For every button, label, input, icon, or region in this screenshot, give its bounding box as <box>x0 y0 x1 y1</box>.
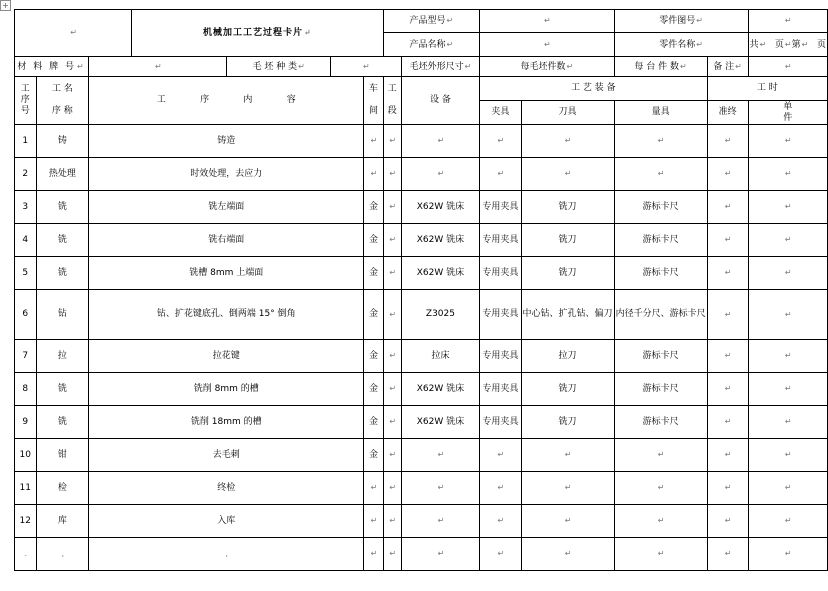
step-fixture: ↵ <box>480 505 521 538</box>
step-no: 3 <box>15 191 37 224</box>
step-no: 10 <box>15 439 37 472</box>
step-content: 铣削 8mm 的槽 <box>89 373 364 406</box>
step-unit-time: ↵ <box>748 439 827 472</box>
step-unit-time: ↵ <box>748 125 827 158</box>
step-section: ↵ <box>383 373 401 406</box>
step-fixture: 专用夹具 <box>480 257 521 290</box>
step-name: 钳 <box>36 439 89 472</box>
table-row <box>15 439 828 472</box>
step-content: 时效处理，去应力 <box>89 158 364 191</box>
step-gauge: 游标卡尺 <box>614 191 707 224</box>
step-name: 拉 <box>36 340 89 373</box>
step-gauge: ↵ <box>614 439 707 472</box>
col-equipment: 设 备 <box>401 77 479 125</box>
step-no: 8 <box>15 373 37 406</box>
per-unit-label: 每 台 件 数↵ <box>614 57 707 77</box>
part-drawing-value[interactable]: ↵ <box>748 10 827 33</box>
per-blank-label: 每毛坯件数↵ <box>480 57 614 77</box>
step-equipment: ↵ <box>401 505 479 538</box>
step-unit-time: ↵ <box>748 505 827 538</box>
col-step-name: 工 名 序 称 <box>36 77 89 125</box>
step-fixture: 专用夹具 <box>480 406 521 439</box>
step-workshop: 金 <box>364 191 383 224</box>
step-unit-time: ↵ <box>748 257 827 290</box>
step-gauge: 游标卡尺 <box>614 340 707 373</box>
step-fixture: 专用夹具 <box>480 340 521 373</box>
step-gauge: 游标卡尺 <box>614 257 707 290</box>
step-section: ↵ <box>383 439 401 472</box>
logo-cell: ↵ <box>15 10 132 57</box>
step-cutter: ↵ <box>521 538 614 571</box>
step-fixture: ↵ <box>480 158 521 191</box>
material-value[interactable]: ↵ <box>89 57 227 77</box>
table-row <box>15 257 828 290</box>
col-content: 工 序 内 容 <box>89 77 364 125</box>
product-name-label: 产品名称↵ <box>383 33 479 57</box>
step-name: 铣 <box>36 191 89 224</box>
step-prep-time: ↵ <box>707 439 748 472</box>
step-cutter: 中心钻、扩孔钻、偏刀 <box>521 290 614 340</box>
step-content: 铣左端面 <box>89 191 364 224</box>
step-unit-time: ↵ <box>748 290 827 340</box>
step-name: 铣 <box>36 373 89 406</box>
step-fixture: 专用夹具 <box>480 224 521 257</box>
step-equipment: X62W 铣床 <box>401 224 479 257</box>
step-unit-time: ↵ <box>748 373 827 406</box>
step-workshop: 金 <box>364 290 383 340</box>
step-equipment: X62W 铣床 <box>401 406 479 439</box>
step-cutter: 铣刀 <box>521 373 614 406</box>
remarks-label: 备 注↵ <box>707 57 748 77</box>
step-cutter: ↵ <box>521 439 614 472</box>
step-workshop: ↵ <box>364 158 383 191</box>
step-workshop: ↵ <box>364 538 383 571</box>
step-section: ↵ <box>383 257 401 290</box>
table-row <box>15 224 828 257</box>
step-section: ↵ <box>383 290 401 340</box>
step-content: 入库 <box>89 505 364 538</box>
step-cutter: 拉刀 <box>521 340 614 373</box>
part-drawing-label: 零件图号↵ <box>614 10 748 33</box>
step-prep-time: ↵ <box>707 257 748 290</box>
step-gauge: ↵ <box>614 158 707 191</box>
process-card-table <box>14 9 828 571</box>
step-workshop: 金 <box>364 439 383 472</box>
blank-type-value[interactable]: ↵ <box>330 57 401 77</box>
blank-type-label: 毛 坯 种 类↵ <box>227 57 330 77</box>
step-fixture: 专用夹具 <box>480 290 521 340</box>
step-gauge: 游标卡尺 <box>614 224 707 257</box>
step-equipment: 拉床 <box>401 340 479 373</box>
step-prep-time: ↵ <box>707 290 748 340</box>
step-gauge: ↵ <box>614 505 707 538</box>
step-workshop: ↵ <box>364 505 383 538</box>
step-fixture: ↵ <box>480 125 521 158</box>
step-workshop: 金 <box>364 340 383 373</box>
col-workshop: 车 间 <box>364 77 383 125</box>
product-name-value[interactable]: ↵ <box>480 33 614 57</box>
step-unit-time: ↵ <box>748 406 827 439</box>
step-prep-time: ↵ <box>707 373 748 406</box>
table-move-handle-icon[interactable]: + <box>0 0 11 11</box>
step-no: 9 <box>15 406 37 439</box>
step-no: 4 <box>15 224 37 257</box>
step-section: ↵ <box>383 191 401 224</box>
step-equipment: ↵ <box>401 125 479 158</box>
table-row <box>15 472 828 505</box>
step-gauge: 游标卡尺 <box>614 406 707 439</box>
step-prep-time: ↵ <box>707 472 748 505</box>
step-prep-time: ↵ <box>707 191 748 224</box>
step-content: 拉花键 <box>89 340 364 373</box>
col-prep-time: 准终 <box>707 101 748 125</box>
col-hours: 工 时 <box>707 77 827 101</box>
step-equipment: X62W 铣床 <box>401 191 479 224</box>
step-name: 铣 <box>36 224 89 257</box>
remarks-value[interactable]: ↵ <box>748 57 827 77</box>
step-equipment: ↵ <box>401 439 479 472</box>
step-section: ↵ <box>383 340 401 373</box>
step-cutter: 铣刀 <box>521 406 614 439</box>
col-tooling: 工 艺 装 备 <box>480 77 707 101</box>
step-cutter: 铣刀 <box>521 191 614 224</box>
step-fixture: 专用夹具 <box>480 191 521 224</box>
step-name: 铣 <box>36 257 89 290</box>
step-gauge: ↵ <box>614 538 707 571</box>
table-row <box>15 340 828 373</box>
step-content: 去毛刺 <box>89 439 364 472</box>
step-section: ↵ <box>383 125 401 158</box>
step-unit-time: ↵ <box>748 224 827 257</box>
step-name: 检 <box>36 472 89 505</box>
col-fixture: 夹具 <box>480 101 521 125</box>
step-prep-time: ↵ <box>707 224 748 257</box>
col-unit-time: 单 件 <box>748 101 827 125</box>
col-section: 工 段 <box>383 77 401 125</box>
step-prep-time: ↵ <box>707 158 748 191</box>
step-content: 铣右端面 <box>89 224 364 257</box>
table-row <box>15 290 828 340</box>
step-section: ↵ <box>383 472 401 505</box>
step-name: , <box>36 538 89 571</box>
step-name: 热处理 <box>36 158 89 191</box>
step-cutter: ↵ <box>521 158 614 191</box>
step-section: ↵ <box>383 158 401 191</box>
step-cutter: ↵ <box>521 125 614 158</box>
step-name: 库 <box>36 505 89 538</box>
step-workshop: ↵ <box>364 472 383 505</box>
step-unit-time: ↵ <box>748 538 827 571</box>
material-label: 材 料 牌 号↵ <box>15 57 89 77</box>
step-no: 7 <box>15 340 37 373</box>
step-prep-time: ↵ <box>707 340 748 373</box>
step-no: 12 <box>15 505 37 538</box>
step-equipment: X62W 铣床 <box>401 257 479 290</box>
step-cutter: ↵ <box>521 505 614 538</box>
step-unit-time: ↵ <box>748 158 827 191</box>
col-step-no: 工 序 号 <box>15 77 37 125</box>
step-unit-time: ↵ <box>748 340 827 373</box>
step-no: 6 <box>15 290 37 340</box>
step-workshop: ↵ <box>364 125 383 158</box>
step-gauge: 内径千分尺、游标卡尺 <box>614 290 707 340</box>
step-gauge: 游标卡尺 <box>614 373 707 406</box>
step-cutter: ↵ <box>521 472 614 505</box>
step-unit-time: ↵ <box>748 472 827 505</box>
step-fixture: ↵ <box>480 472 521 505</box>
step-fixture: ↵ <box>480 439 521 472</box>
step-section: ↵ <box>383 538 401 571</box>
step-prep-time: ↵ <box>707 505 748 538</box>
col-gauge: 量具 <box>614 101 707 125</box>
step-name: 铸 <box>36 125 89 158</box>
step-no: 11 <box>15 472 37 505</box>
step-equipment: X62W 铣床 <box>401 373 479 406</box>
step-content: 铸造 <box>89 125 364 158</box>
step-content: 终检 <box>89 472 364 505</box>
step-section: ↵ <box>383 224 401 257</box>
step-content: 钻、扩花键底孔、倒两端 15° 倒角 <box>89 290 364 340</box>
step-fixture: 专用夹具 <box>480 373 521 406</box>
step-name: 铣 <box>36 406 89 439</box>
step-content: 铣槽 8mm 上端面 <box>89 257 364 290</box>
step-equipment: Z3025 <box>401 290 479 340</box>
table-row <box>15 373 828 406</box>
step-fixture: ↵ <box>480 538 521 571</box>
step-no: 2 <box>15 158 37 191</box>
step-workshop: 金 <box>364 257 383 290</box>
table-row <box>15 538 828 571</box>
step-cutter: 铣刀 <box>521 257 614 290</box>
step-equipment: ↵ <box>401 158 479 191</box>
step-content: 铣削 18mm 的槽 <box>89 406 364 439</box>
table-row <box>15 191 828 224</box>
table-row <box>15 158 828 191</box>
step-equipment: ↵ <box>401 538 479 571</box>
card-title: 机械加工工艺过程卡片↵ <box>132 10 384 57</box>
step-unit-time: ↵ <box>748 191 827 224</box>
table-row <box>15 125 828 158</box>
part-name-label: 零件名称↵ <box>614 33 748 57</box>
step-cutter: 铣刀 <box>521 224 614 257</box>
step-content: , <box>89 538 364 571</box>
step-no: 1 <box>15 125 37 158</box>
step-workshop: 金 <box>364 224 383 257</box>
step-gauge: ↵ <box>614 472 707 505</box>
product-model-label: 产品型号↵ <box>383 10 479 33</box>
step-section: ↵ <box>383 505 401 538</box>
step-workshop: 金 <box>364 406 383 439</box>
product-model-value[interactable]: ↵ <box>480 10 614 33</box>
page-count: 共↵ 页↵第↵ 页 <box>748 33 827 57</box>
col-cutter: 刀具 <box>521 101 614 125</box>
table-row <box>15 406 828 439</box>
step-gauge: ↵ <box>614 125 707 158</box>
step-no: . <box>15 538 37 571</box>
step-workshop: 金 <box>364 373 383 406</box>
table-row <box>15 505 828 538</box>
step-equipment: ↵ <box>401 472 479 505</box>
blank-size-label: 毛坯外形尺寸↵ <box>401 57 479 77</box>
step-section: ↵ <box>383 406 401 439</box>
step-no: 5 <box>15 257 37 290</box>
step-prep-time: ↵ <box>707 125 748 158</box>
step-name: 钻 <box>36 290 89 340</box>
step-prep-time: ↵ <box>707 406 748 439</box>
step-prep-time: ↵ <box>707 538 748 571</box>
